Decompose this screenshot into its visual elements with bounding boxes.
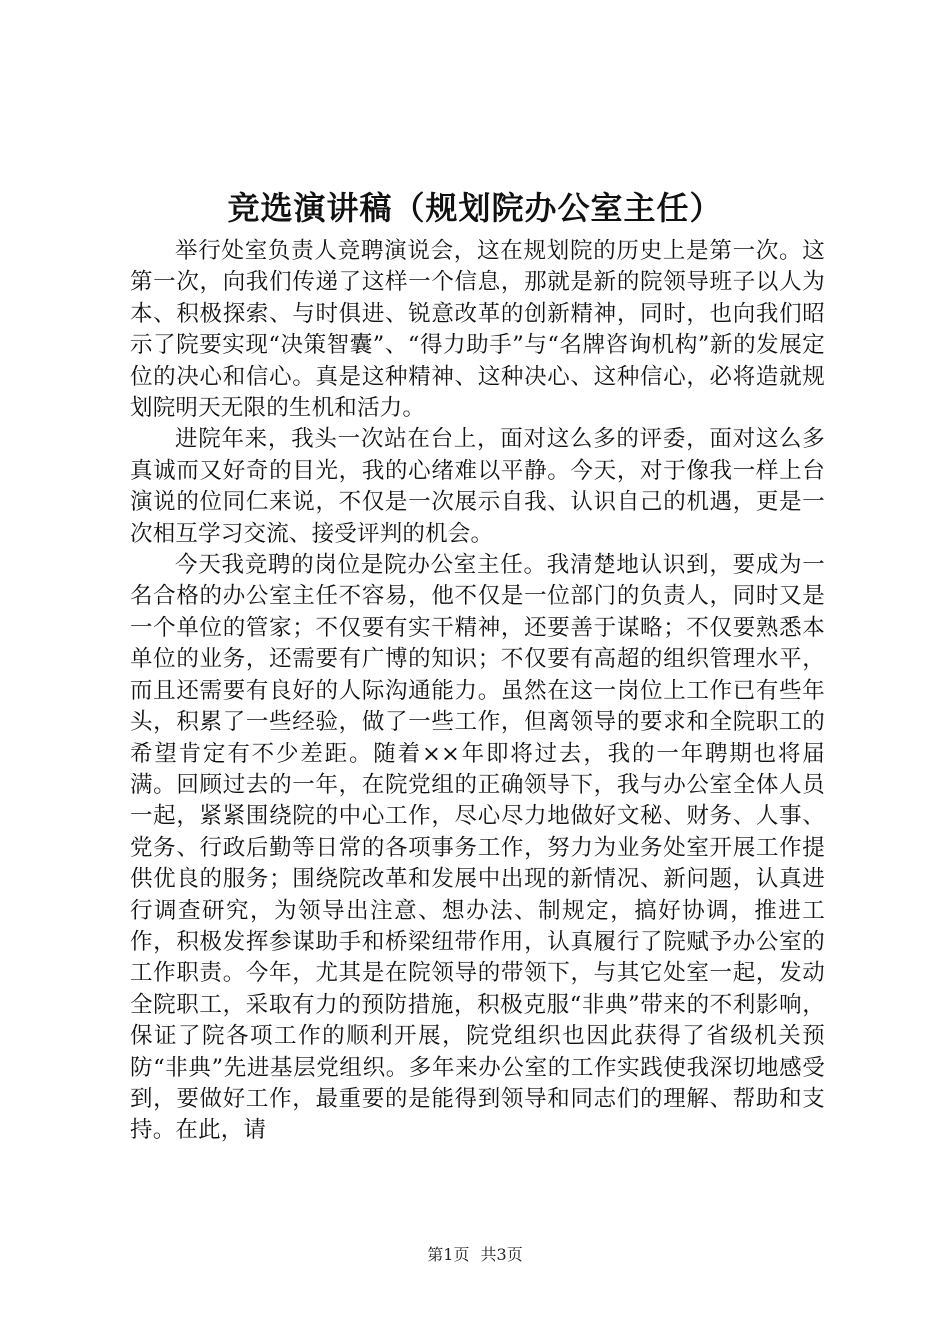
page-footer <box>0 1244 950 1266</box>
paragraph: 今天我竞聘的岗位是院办公室主任。我清楚地认识到，要成为一名合格的办公室主任不容易，他不仅是一位部门的负责人，同时又是一个单位的管家；不仅要有实干精神，还要善于谋略；不仅要熟悉本单位的业务，还需要有广博的知识；不仅要有高超的组织管理水平，而且还需要有良好的人际沟通能力。虽然在这一岗位上工作已有些年头，积累了一些经验，做了一些工作，但离领导的要求和全院职工的希望肯定有不少差距。随着××年即将过去，我的一年聘期也将届满。回顾过去的一年，在院党组的正确领导下，我与办公室全体人员一起，紧紧围绕院的中心工作，尽心尽力地做好文秘、财务、人事、党务、行政后勤等日常的各项事务工作，努力为业务处室开展工作提供优良的服务；围绕院改革和发展中出现的新情况、新问题，认真进行调查研究，为领导出注意、想办法、制规定，搞好协调，推进工作，积极发挥参谋助手和桥梁纽带作用，认真履行了院赋予办公室的工作职责。今年，尤其是在院领导的带领下，与其它处室一起，发动全院职工，采取有力的预防措施，积极克服“非典”带来的不利影响，保证了院各项工作的顺利开展，院党组织也因此获得了省级机关预防“非典”先进基层党组织。多年来办公室的工作实践使我深切地感受到，要做好工作，最重要的是能得到领导和同志们的理解、帮助和支持。在此，请 <box>130 552 825 1144</box>
document-title: 竞选演讲稿（规划院办公室主任） <box>227 189 723 227</box>
paragraph: 进院年来，我头一次站在台上，面对这么多的评委，面对这么多真诚而又好奇的目光，我的心绪难以平静。今天，对于像我一样上台演说的位同仁来说，不仅是一次展示自我、认识自己的机遇，更是一次相互学习交流、接受评判的机会。 <box>130 426 825 547</box>
document-body <box>130 236 825 1147</box>
page-number: 第1页 <box>427 1245 470 1264</box>
paragraph: 举行处室负责人竞聘演说会，这在规划院的历史上是第一次。这第一次，向我们传递了这样一个信息，那就是新的院领导班子以人为本、积极探索、与时俱进、锐意改革的创新精神，同时，也向我们昭示了院要实现“决策智囊”、“得力助手”与“名牌咨询机构”新的发展定位的决心和信心。真是这种精神、这种决心、这种信心，必将造就规划院明天无限的生机和活力。 <box>130 238 825 422</box>
page-total: 共3页 <box>480 1245 523 1264</box>
